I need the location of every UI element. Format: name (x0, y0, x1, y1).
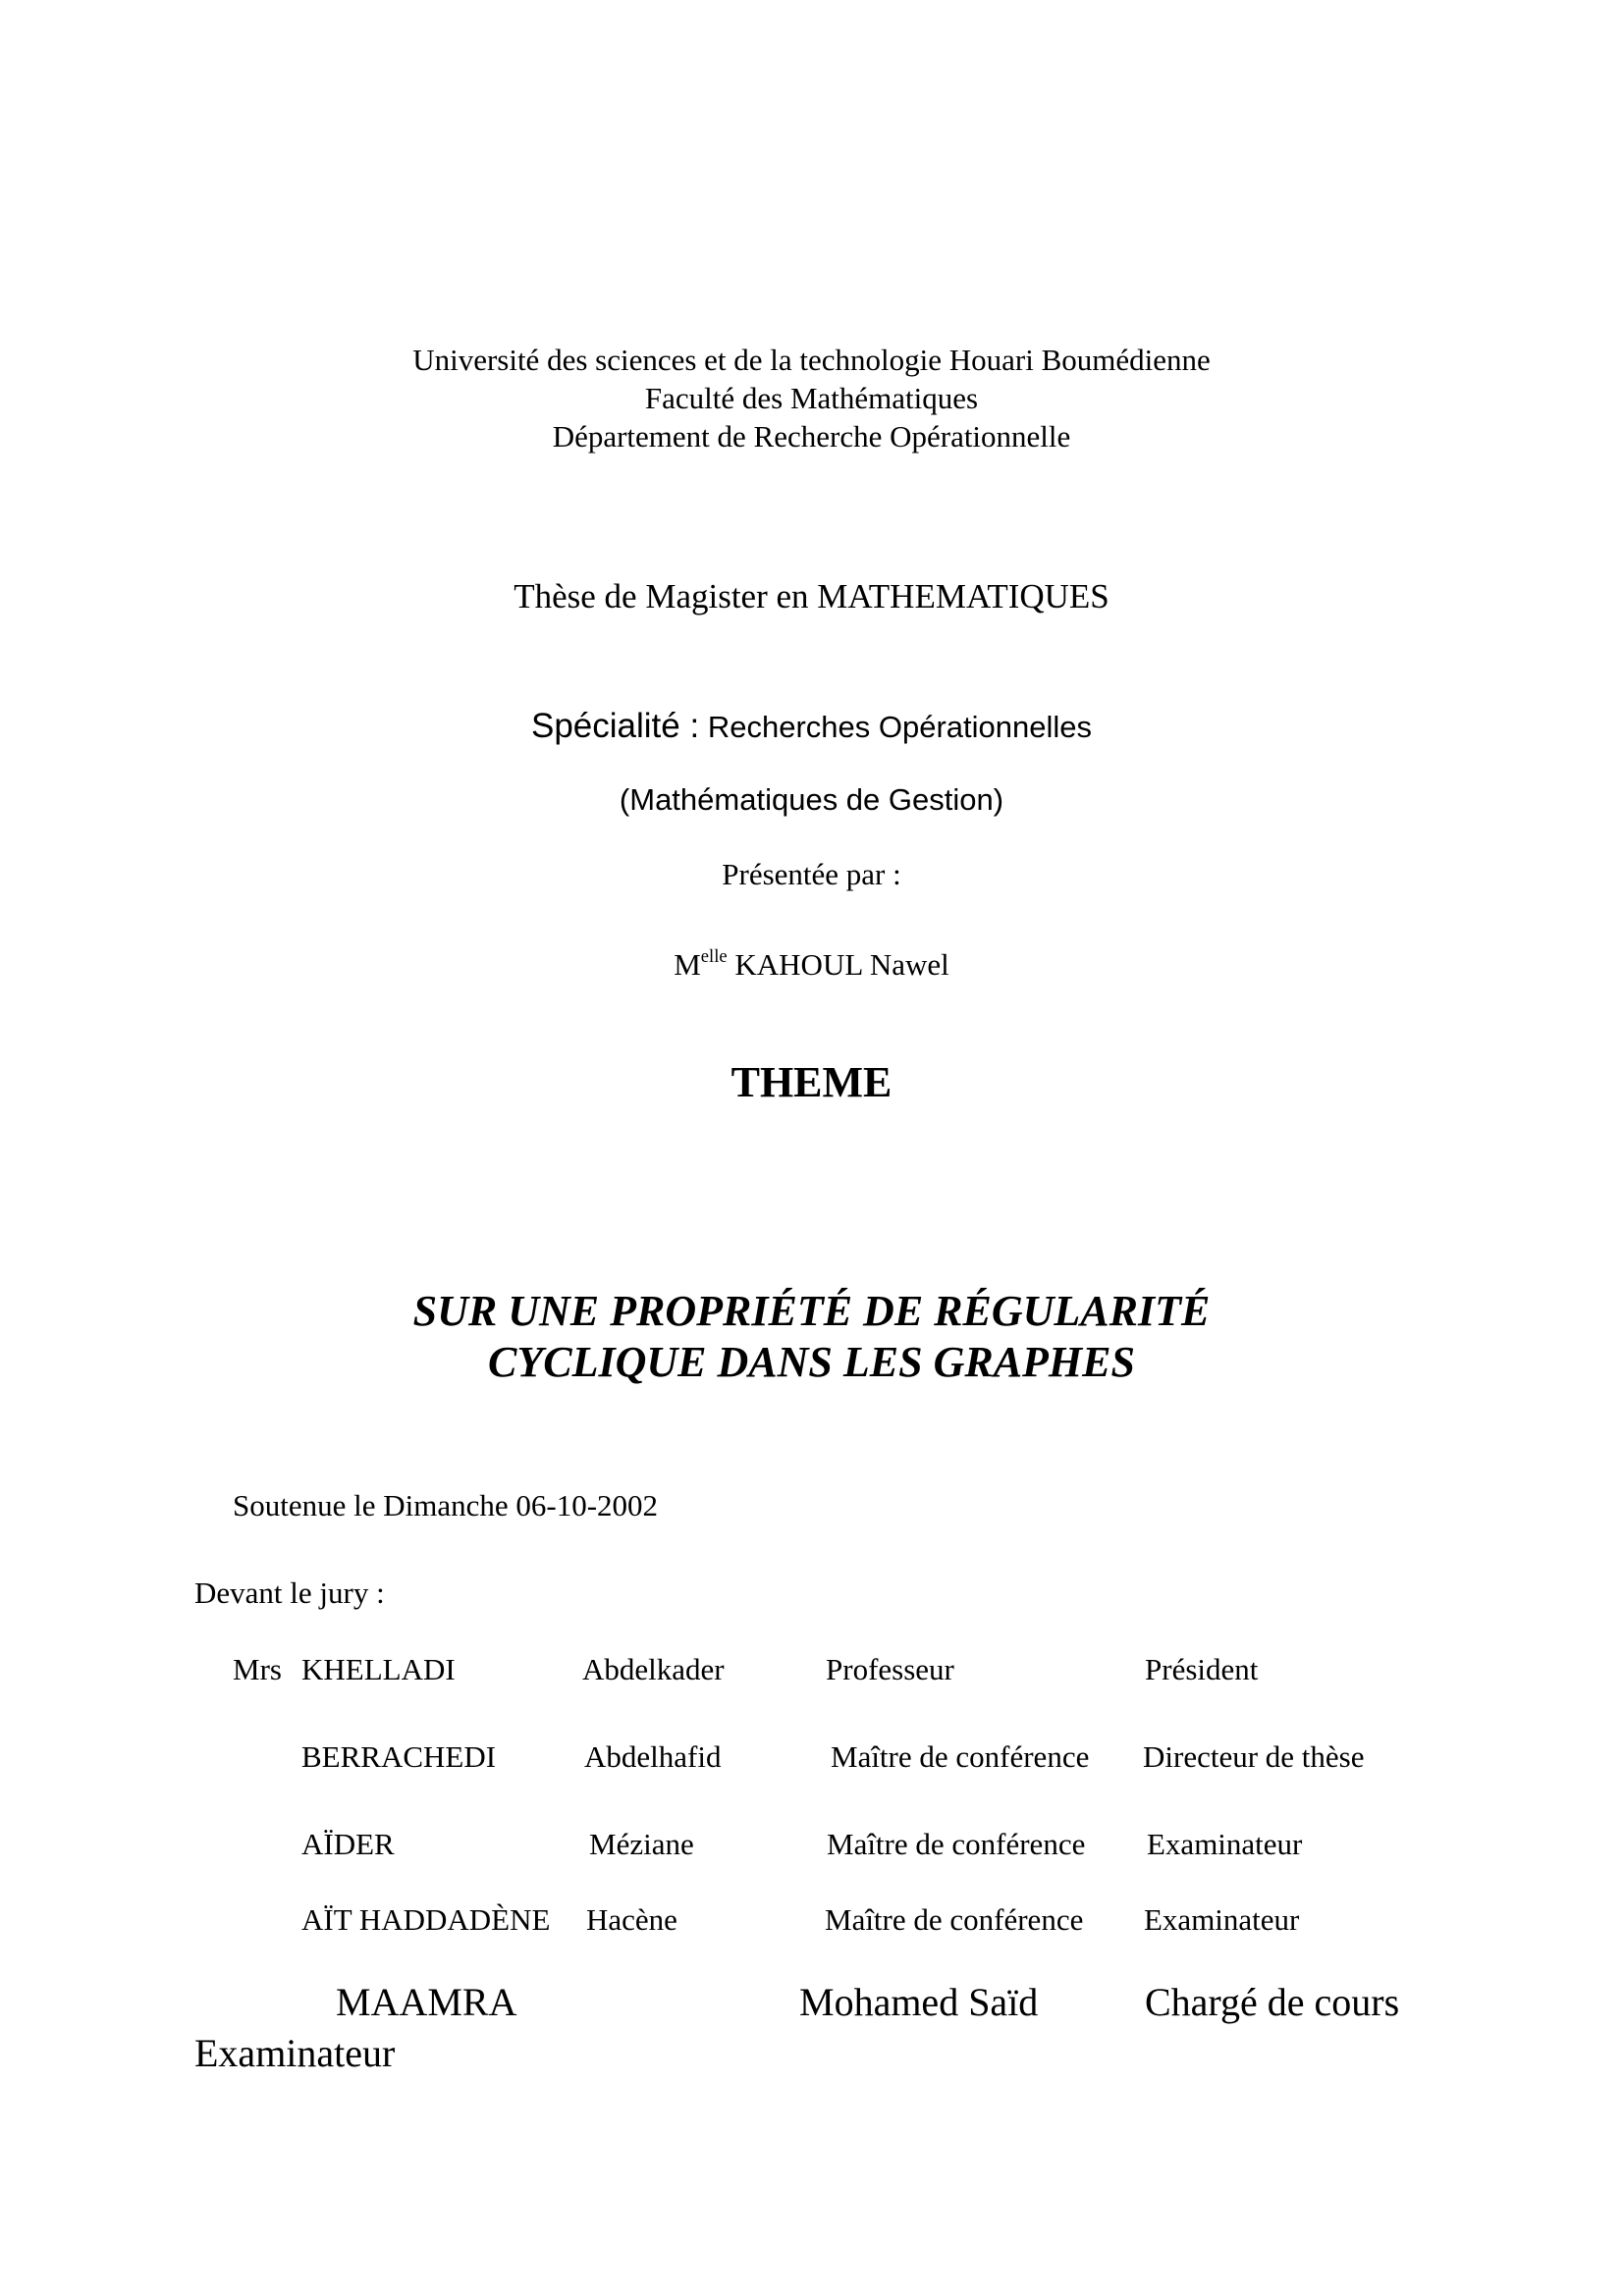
author-title-sup: elle (700, 945, 728, 967)
department-name: Département de Recherche Opérationnelle (552, 419, 1071, 454)
speciality-line (0, 707, 1623, 746)
jury-prefix: Mrs (233, 1652, 282, 1686)
jury-role: Président (1145, 1652, 1259, 1686)
thesis-title-line1: SUR UNE PROPRIÉTÉ DE RÉGULARITÉ (412, 1287, 1211, 1335)
jury-role: Directeur de thèse (1143, 1739, 1365, 1774)
jury-surname: AÏDER (301, 1827, 395, 1861)
jury-grade: Chargé de cours (1145, 1980, 1400, 2024)
jury-firstname: Méziane (589, 1827, 694, 1861)
degree-line: Thèse de Magister en MATHEMATIQUES (514, 577, 1109, 615)
jury-firstname: Abdelhafid (584, 1739, 722, 1774)
speciality-sub: (Mathématiques de Gestion) (619, 782, 1004, 817)
jury-role: Examinateur (1144, 1902, 1300, 1937)
author-title: M (674, 947, 701, 982)
defense-date: Soutenue le Dimanche 06-10-2002 (233, 1488, 659, 1522)
author-line (0, 947, 1623, 983)
jury-firstname: Mohamed Saïd (799, 1980, 1039, 2024)
thesis-title-line2: CYCLIQUE DANS LES GRAPHES (488, 1338, 1135, 1386)
jury-grade: Maître de conférence (831, 1739, 1090, 1774)
presented-by: Présentée par : (722, 857, 901, 891)
speciality-label: Spécialité : (530, 707, 700, 745)
jury-grade: Maître de conférence (825, 1902, 1084, 1937)
jury-label: Devant le jury : (194, 1575, 385, 1610)
jury-surname: KHELLADI (301, 1652, 456, 1686)
author-name: KAHOUL Nawel (734, 947, 949, 982)
jury-role: Examinateur (1147, 1827, 1303, 1861)
jury-surname: MAAMRA (336, 1980, 517, 2024)
university-name: Université des sciences et de la technologie Houari Boumédienne (412, 343, 1211, 377)
faculty-name: Faculté des Mathématiques (644, 381, 979, 415)
jury-role: Examinateur (194, 2031, 396, 2075)
jury-surname: AÏT HADDADÈNE (301, 1902, 551, 1937)
jury-grade: Professeur (826, 1652, 954, 1686)
jury-grade: Maître de conférence (827, 1827, 1086, 1861)
jury-firstname: Hacène (586, 1902, 677, 1937)
jury-firstname: Abdelkader (582, 1652, 725, 1686)
jury-surname: BERRACHEDI (301, 1739, 497, 1774)
theme-label: THEME (730, 1058, 893, 1106)
speciality-value: Recherches Opérationnelles (707, 710, 1092, 744)
